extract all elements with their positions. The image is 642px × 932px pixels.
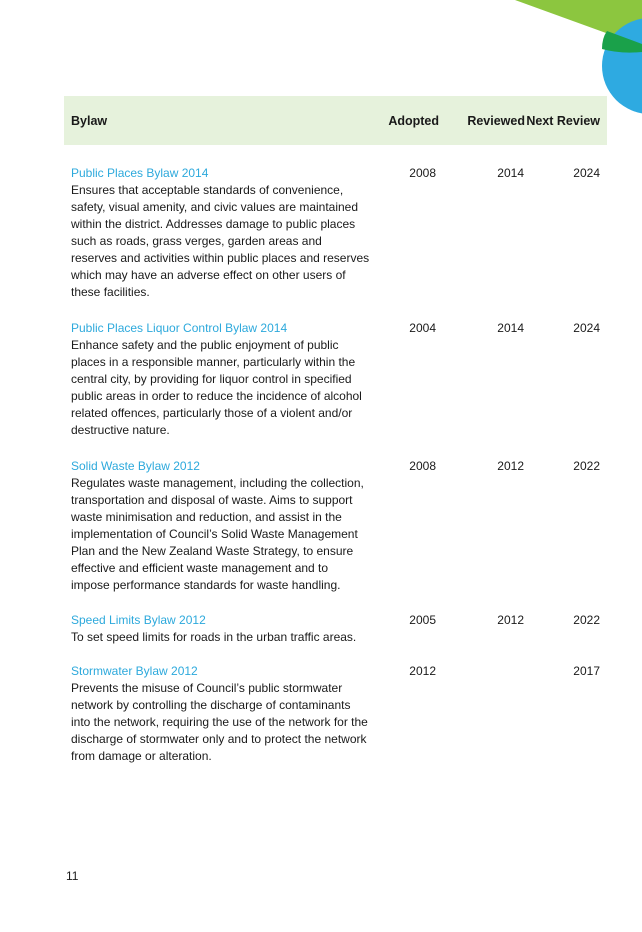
bylaw-description: Regulates waste management, including the collection, transportation and disposal of waste. Aims to support waste minimisation and reduction, and assist in the implementation of Council’s Solid Waste Management Plan and the New Zealand Waste Strategy, to ensure effective and efficient waste management and to impose performance standards for waste handling. [71,476,364,592]
table-row [64,663,607,765]
adopted-year: 2005 [409,613,436,627]
bylaw-cell [64,165,370,301]
lime-triangle-shape [515,0,642,46]
table-body [64,165,607,765]
bylaw-title: Public Places Bylaw 2014 [71,166,209,180]
table-row [64,320,607,439]
adopted-year: 2012 [409,664,436,678]
bylaw-title: Speed Limits Bylaw 2012 [71,613,206,627]
table-row [64,612,607,646]
bylaw-title: Public Places Liquor Control Bylaw 2014 [71,321,288,335]
bylaw-description: Prevents the misuse of Council’s public stormwater network by controlling the discharge of contaminants into the network, requiring the use of the network for the discharge of stormwater only and to protect the network from damage or alteration. [71,681,368,763]
bylaw-table [64,96,607,765]
reviewed-year: 2012 [497,459,524,473]
next-review-year: 2022 [573,459,600,473]
next-review-year: 2024 [573,321,600,335]
bylaw-cell [64,612,370,646]
header-bylaw: Bylaw [71,113,108,128]
adopted-year: 2008 [409,166,436,180]
table-header [64,96,607,145]
bylaw-description: To set speed limits for roads in the urban traffic areas. [71,630,357,644]
page-number: 11 [66,869,79,883]
table-row [64,165,607,301]
reviewed-year: 2012 [497,613,524,627]
bylaw-cell [64,320,370,439]
bylaw-cell [64,663,370,765]
adopted-year: 2008 [409,459,436,473]
blue-circle-shape [602,18,642,114]
next-review-year: 2022 [573,613,600,627]
header-next-review: Next Review [526,113,600,128]
reviewed-year: 2014 [497,321,524,335]
bylaw-cell [64,458,370,594]
next-review-year: 2017 [573,664,600,678]
header-adopted: Adopted [388,113,439,128]
adopted-year: 2004 [409,321,436,335]
next-review-year: 2024 [573,166,600,180]
bylaw-description: Ensures that acceptable standards of convenience, safety, visual amenity, and civic values are maintained within the district. Addresses damage to public places such as roads, grass verges, garden areas and reserves and activities within public places and reserves which may have an adverse effect on other users of these facilities. [71,183,370,299]
green-overlap-shape [602,31,642,53]
bylaw-title: Solid Waste Bylaw 2012 [71,459,200,473]
bylaw-title: Stormwater Bylaw 2012 [71,664,198,678]
bylaw-description: Enhance safety and the public enjoyment of public places in a responsible manner, particularly within the central city, by providing for liquor control in specified public areas in order to reduce the incidence of alcohol related offences, particularly those of a violent and/or destructive nature. [71,338,362,437]
reviewed-year: 2014 [497,166,524,180]
table-row [64,458,607,594]
header-reviewed: Reviewed [467,113,525,128]
